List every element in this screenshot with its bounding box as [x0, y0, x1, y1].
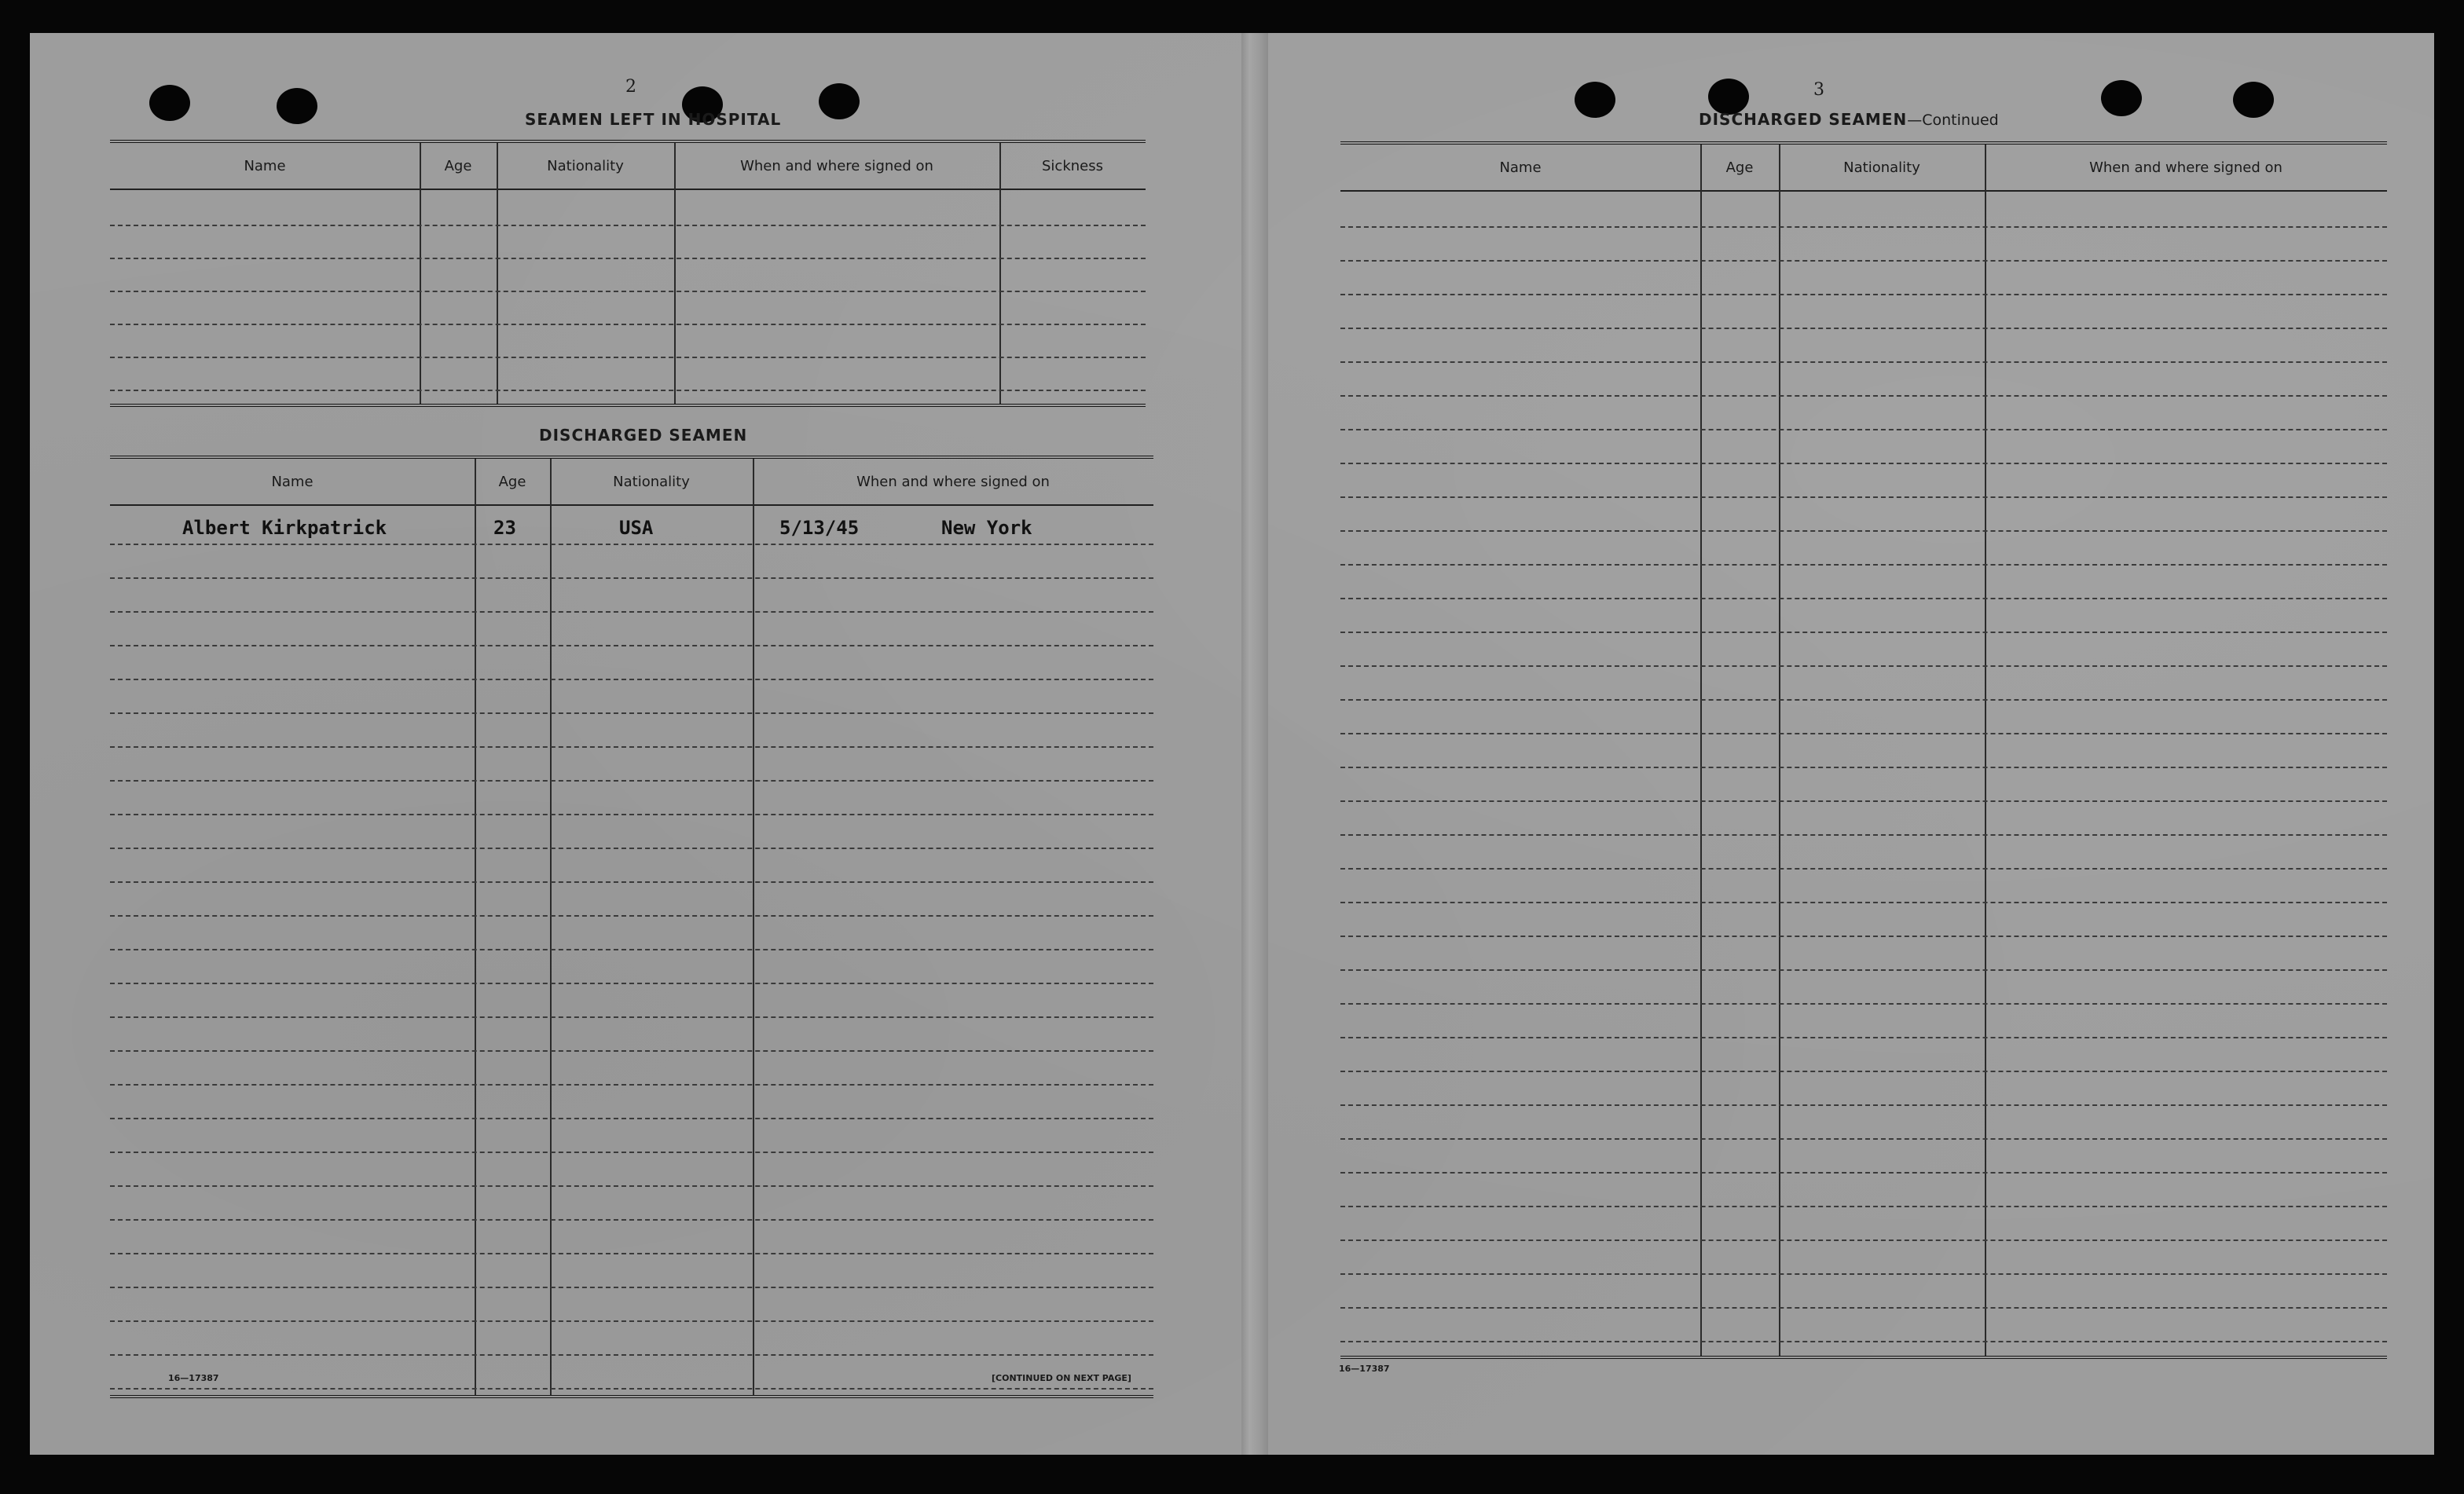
table-row [1340, 1172, 2387, 1175]
column-header: Age [498, 473, 526, 490]
column-header: Nationality [1843, 159, 1920, 176]
discharged-table [110, 456, 1153, 1398]
page-number: 2 [625, 77, 636, 97]
table-row [110, 1084, 1153, 1087]
table-row [1340, 699, 2387, 702]
column-header: Name [1499, 159, 1542, 176]
entry-name: Albert Kirkpatrick [182, 517, 387, 539]
hospital-section-title: SEAMEN LEFT IN HOSPITAL [525, 110, 782, 129]
table-row [110, 390, 1146, 393]
table-row [110, 814, 1153, 817]
table-header [110, 143, 1146, 190]
table-row [110, 611, 1153, 614]
punch-hole [149, 85, 190, 121]
table-row [110, 1185, 1153, 1188]
entry-nationality: USA [619, 517, 654, 539]
table-row [1340, 800, 2387, 804]
table-row [110, 291, 1146, 294]
table-row [1340, 564, 2387, 567]
hospital-table [110, 140, 1146, 407]
table-row [1340, 598, 2387, 601]
discharged-section-title: DISCHARGED SEAMEN [539, 426, 748, 445]
table-row [110, 746, 1153, 749]
table-row [1340, 1003, 2387, 1006]
table-row [110, 1016, 1153, 1020]
column-header: Sickness [1042, 157, 1103, 174]
table-row [1340, 767, 2387, 770]
table-row [110, 258, 1146, 261]
table-row [110, 1388, 1153, 1391]
table-row [1340, 361, 2387, 364]
table-row [110, 544, 1153, 547]
table-row [1340, 1071, 2387, 1074]
table-row [1340, 1104, 2387, 1108]
table-row [1340, 868, 2387, 871]
table-row [110, 1219, 1153, 1222]
table-row [110, 949, 1153, 952]
punch-hole [819, 83, 860, 119]
column-header: Name [244, 157, 286, 174]
table-row [110, 1253, 1153, 1256]
table-row [1340, 260, 2387, 263]
table-row [110, 225, 1146, 228]
table-row [110, 915, 1153, 918]
column-header: When and where signed on [2089, 159, 2282, 176]
table-row [1340, 665, 2387, 668]
section-title-text: DISCHARGED SEAMEN [1699, 110, 1908, 129]
entry-date: 5/13/45 [779, 517, 860, 539]
table-row [110, 645, 1153, 648]
table-row [1340, 496, 2387, 500]
form-number: 16—17387 [1339, 1364, 1390, 1374]
column-rule [999, 143, 1001, 404]
column-header: Nationality [613, 473, 690, 490]
page-number: 3 [1813, 80, 1824, 100]
table-row [1340, 1206, 2387, 1209]
table-row [1340, 226, 2387, 229]
table-row [1340, 1037, 2387, 1040]
form-number: 16—17387 [168, 1373, 219, 1383]
column-header: When and where signed on [740, 157, 933, 174]
table-row [110, 848, 1153, 851]
table-row [1340, 1341, 2387, 1344]
column-header: Age [1725, 159, 1754, 176]
table-row [110, 1050, 1153, 1053]
column-header: Name [271, 473, 314, 490]
column-header: Age [444, 157, 472, 174]
column-header: When and where signed on [856, 473, 1050, 490]
entry-place: New York [941, 517, 1032, 539]
table-row [1340, 1307, 2387, 1310]
table-row [110, 1287, 1153, 1290]
table-row [1340, 733, 2387, 736]
table-row [1340, 429, 2387, 432]
table-row [1340, 530, 2387, 533]
table-header [1340, 145, 2387, 192]
table-row [110, 357, 1146, 360]
table-row [1340, 294, 2387, 297]
table-row [110, 780, 1153, 783]
table-row [1340, 936, 2387, 939]
table-row [1340, 902, 2387, 905]
table-row [1340, 969, 2387, 972]
table-row [1340, 632, 2387, 635]
table-row [110, 577, 1153, 580]
table-row [110, 712, 1153, 716]
punch-hole [2101, 80, 2142, 116]
table-row [110, 1354, 1153, 1357]
table-row [1340, 328, 2387, 331]
table-row [1340, 1240, 2387, 1243]
table-row [110, 1118, 1153, 1121]
table-row [110, 1320, 1153, 1324]
column-header: Nationality [547, 157, 624, 174]
continued-note: [CONTINUED ON NEXT PAGE] [992, 1373, 1131, 1383]
table-row [110, 881, 1153, 884]
table-row [110, 324, 1146, 327]
punch-hole [2233, 82, 2274, 118]
page-fold [1241, 33, 1268, 1455]
table-row [110, 1152, 1153, 1155]
punch-hole [1575, 82, 1615, 118]
table-row [1340, 1138, 2387, 1141]
section-title [1699, 110, 1999, 129]
table-row [1340, 1273, 2387, 1276]
column-rule [674, 143, 676, 404]
table-row [110, 679, 1153, 682]
section-title-suffix: —Continued [1907, 112, 1999, 129]
table-row [1340, 834, 2387, 837]
table-row [1340, 463, 2387, 466]
column-rule [497, 143, 498, 404]
document-scan [30, 33, 2434, 1455]
table-row [110, 983, 1153, 986]
table-row [1340, 395, 2387, 398]
punch-hole [277, 88, 317, 124]
discharged-continued-table [1340, 141, 2387, 1359]
table-header [110, 459, 1153, 506]
column-rule [420, 143, 421, 404]
entry-age: 23 [493, 517, 516, 539]
